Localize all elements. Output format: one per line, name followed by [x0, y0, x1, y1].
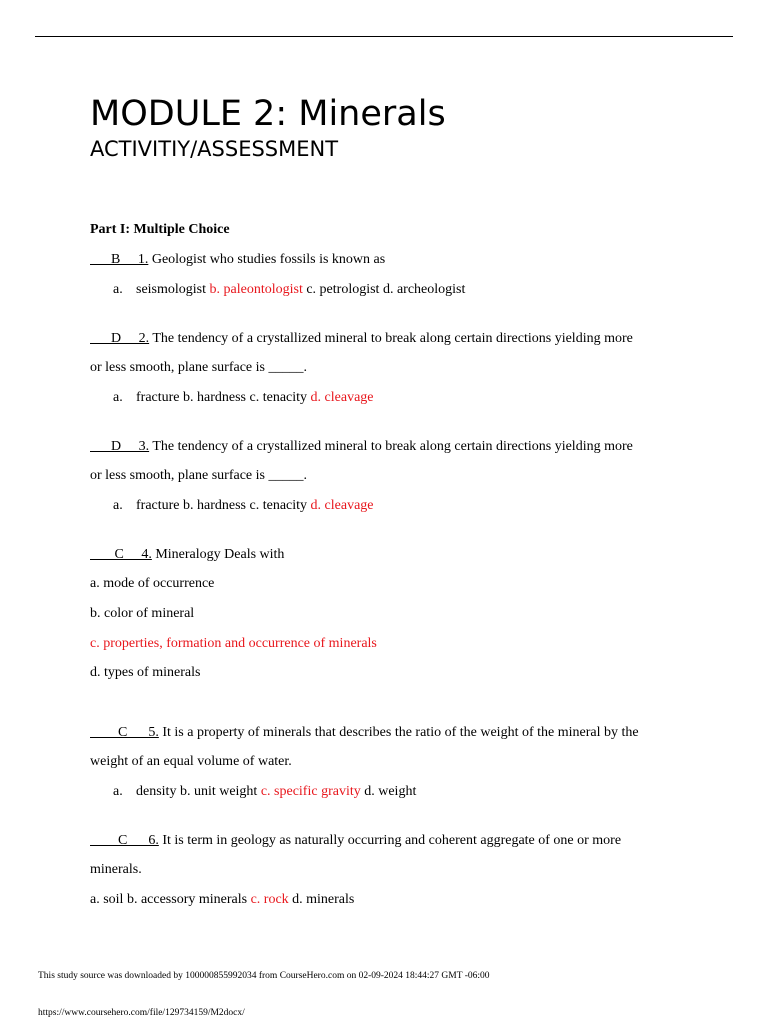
question-6-stem-cont: minerals. [90, 862, 142, 877]
question-4 [90, 546, 284, 564]
choice-bullet: a. [113, 784, 123, 799]
page-subtitle: ACTIVITIY/ASSESSMENT [90, 137, 339, 161]
question-4-option-d: d. types of minerals [90, 665, 201, 680]
choice-text: d. weight [360, 784, 417, 799]
question-stem: The tendency of a crystallized mineral to break along certain directions yielding more [149, 331, 633, 346]
choice-text: a. soil b. accessory minerals [90, 892, 251, 907]
answer-blank[interactable]: B 1. [90, 252, 149, 267]
correct-choice: d. cleavage [310, 498, 374, 513]
download-note: This study source was downloaded by 100000855992034 from CourseHero.com on 02-09-2024 18:44:27 GMT -06:00 [38, 971, 490, 981]
correct-choice: c. specific gravity [260, 784, 361, 799]
question-3-choices [113, 497, 374, 515]
question-3 [90, 438, 633, 456]
choice-bullet: a. [113, 498, 123, 513]
question-4-option-a: a. mode of occurrence [90, 576, 215, 591]
question-stem: Geologist who studies fossils is known as [148, 252, 386, 267]
choice-text: seismologist [136, 282, 210, 297]
question-stem: Mineralogy Deals with [151, 547, 285, 562]
answer-blank[interactable]: D 3. [90, 439, 150, 454]
choice-text: d. minerals [288, 892, 355, 907]
question-6 [90, 832, 621, 850]
choice-bullet: a. [113, 282, 123, 297]
question-5-stem-cont: weight of an equal volume of water. [90, 754, 292, 769]
question-4-option-b: b. color of mineral [90, 606, 195, 621]
question-4-option-c-correct: c. properties, formation and occurrence of minerals [90, 636, 377, 651]
source-url-link[interactable]: https://www.coursehero.com/file/129734159/M2docx/ [38, 1008, 245, 1018]
question-stem: It is a property of minerals that describes the ratio of the weight of the mineral by the [158, 725, 639, 740]
choice-text: density b. unit weight [136, 784, 261, 799]
answer-blank[interactable]: C 5. [90, 725, 159, 740]
question-2 [90, 330, 633, 348]
question-6-choices [90, 891, 354, 909]
question-1-choices [113, 281, 465, 299]
correct-choice: b. paleontologist [209, 282, 303, 297]
answer-blank[interactable]: C 4. [90, 547, 152, 562]
top-rule [35, 36, 733, 37]
question-2-stem-cont: or less smooth, plane surface is _____. [90, 360, 307, 375]
choice-bullet: a. [113, 390, 123, 405]
question-stem: It is term in geology as naturally occurring and coherent aggregate of one or more [158, 833, 622, 848]
question-5 [90, 724, 639, 742]
choice-text: fracture b. hardness c. tenacity [136, 390, 311, 405]
question-5-choices [113, 783, 416, 801]
answer-blank[interactable]: D 2. [90, 331, 150, 346]
question-stem: The tendency of a crystallized mineral to break along certain directions yielding more [149, 439, 633, 454]
choice-text: fracture b. hardness c. tenacity [136, 498, 311, 513]
choice-text: c. petrologist d. archeologist [302, 282, 466, 297]
question-3-stem-cont: or less smooth, plane surface is _____. [90, 468, 307, 483]
correct-choice: c. rock [250, 892, 289, 907]
part-heading: Part I: Multiple Choice [90, 222, 230, 237]
page-title: MODULE 2: Minerals [90, 94, 446, 134]
answer-blank[interactable]: C 6. [90, 833, 159, 848]
correct-choice: d. cleavage [310, 390, 374, 405]
question-2-choices [113, 389, 374, 407]
question-1 [90, 251, 385, 269]
